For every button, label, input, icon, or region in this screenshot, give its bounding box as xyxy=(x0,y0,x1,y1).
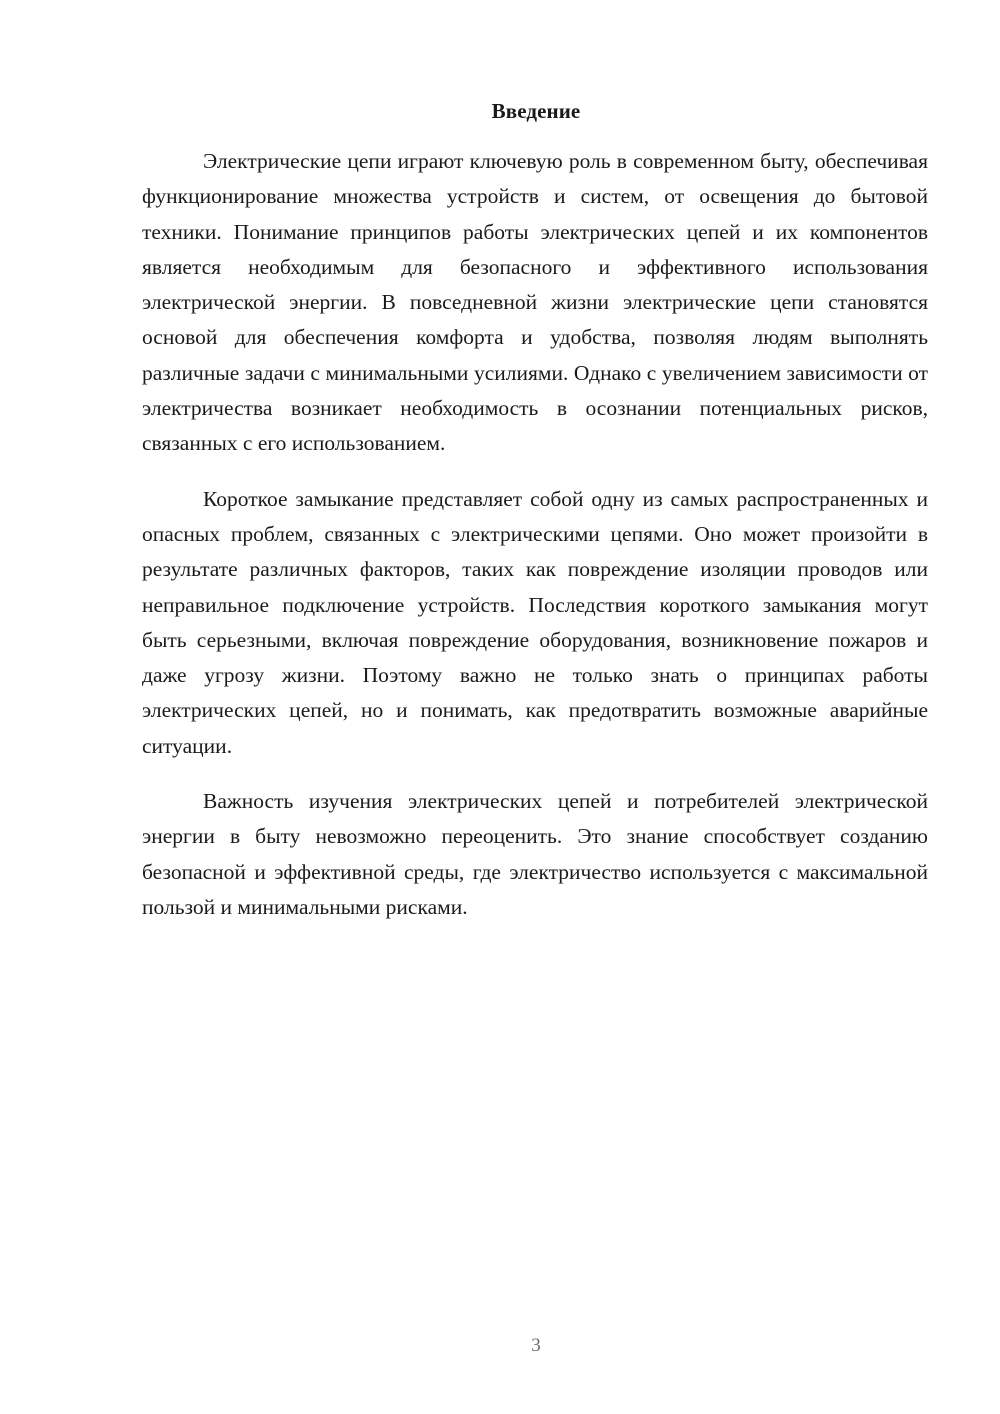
page-number: 3 xyxy=(531,1335,541,1356)
paragraph-3: Важность изучения электрических цепей и потребителей электрической энергии в быту невозможно переоценить. Это знание способствует созданию безопасной и эффективной среды, где электричество используется с максимальной пользой и минимальными рисками. xyxy=(142,789,928,919)
paragraph-2: Короткое замыкание представляет собой одну из самых распространенных и опасных проблем, связанных с электрическими цепями. Оно может произойти в результате различных факторов, таких как повреждение изоляции проводов или неправильное подключение устройств. Последствия короткого замыкания могут быть серьезными, включая повреждение оборудования, возникновение пожаров и даже угрозу жизни. Поэтому важно не только знать о принципах работы электрических цепей, но и понимать, как предотвратить возможные аварийные ситуации. xyxy=(142,486,928,758)
section-heading: Введение xyxy=(491,99,581,123)
body-text xyxy=(142,144,928,945)
paragraph-1: Электрические цепи играют ключевую роль в современном быту, обеспечивая функционирование множества устройств и систем, от освещения до бытовой техники. Понимание принципов работы электрических цепей и их компонентов является необходимым для безопасного и эффективного использования электрической энергии. В повседневной жизни электрические цепи становятся основой для обеспечения комфорта и удобства, позволяя людям выполнять различные задачи с минимальными усилиями. Однако с увеличением зависимости от электричества возникает необходимость в осознании потенциальных рисков, связанных с его использованием. xyxy=(142,149,928,456)
